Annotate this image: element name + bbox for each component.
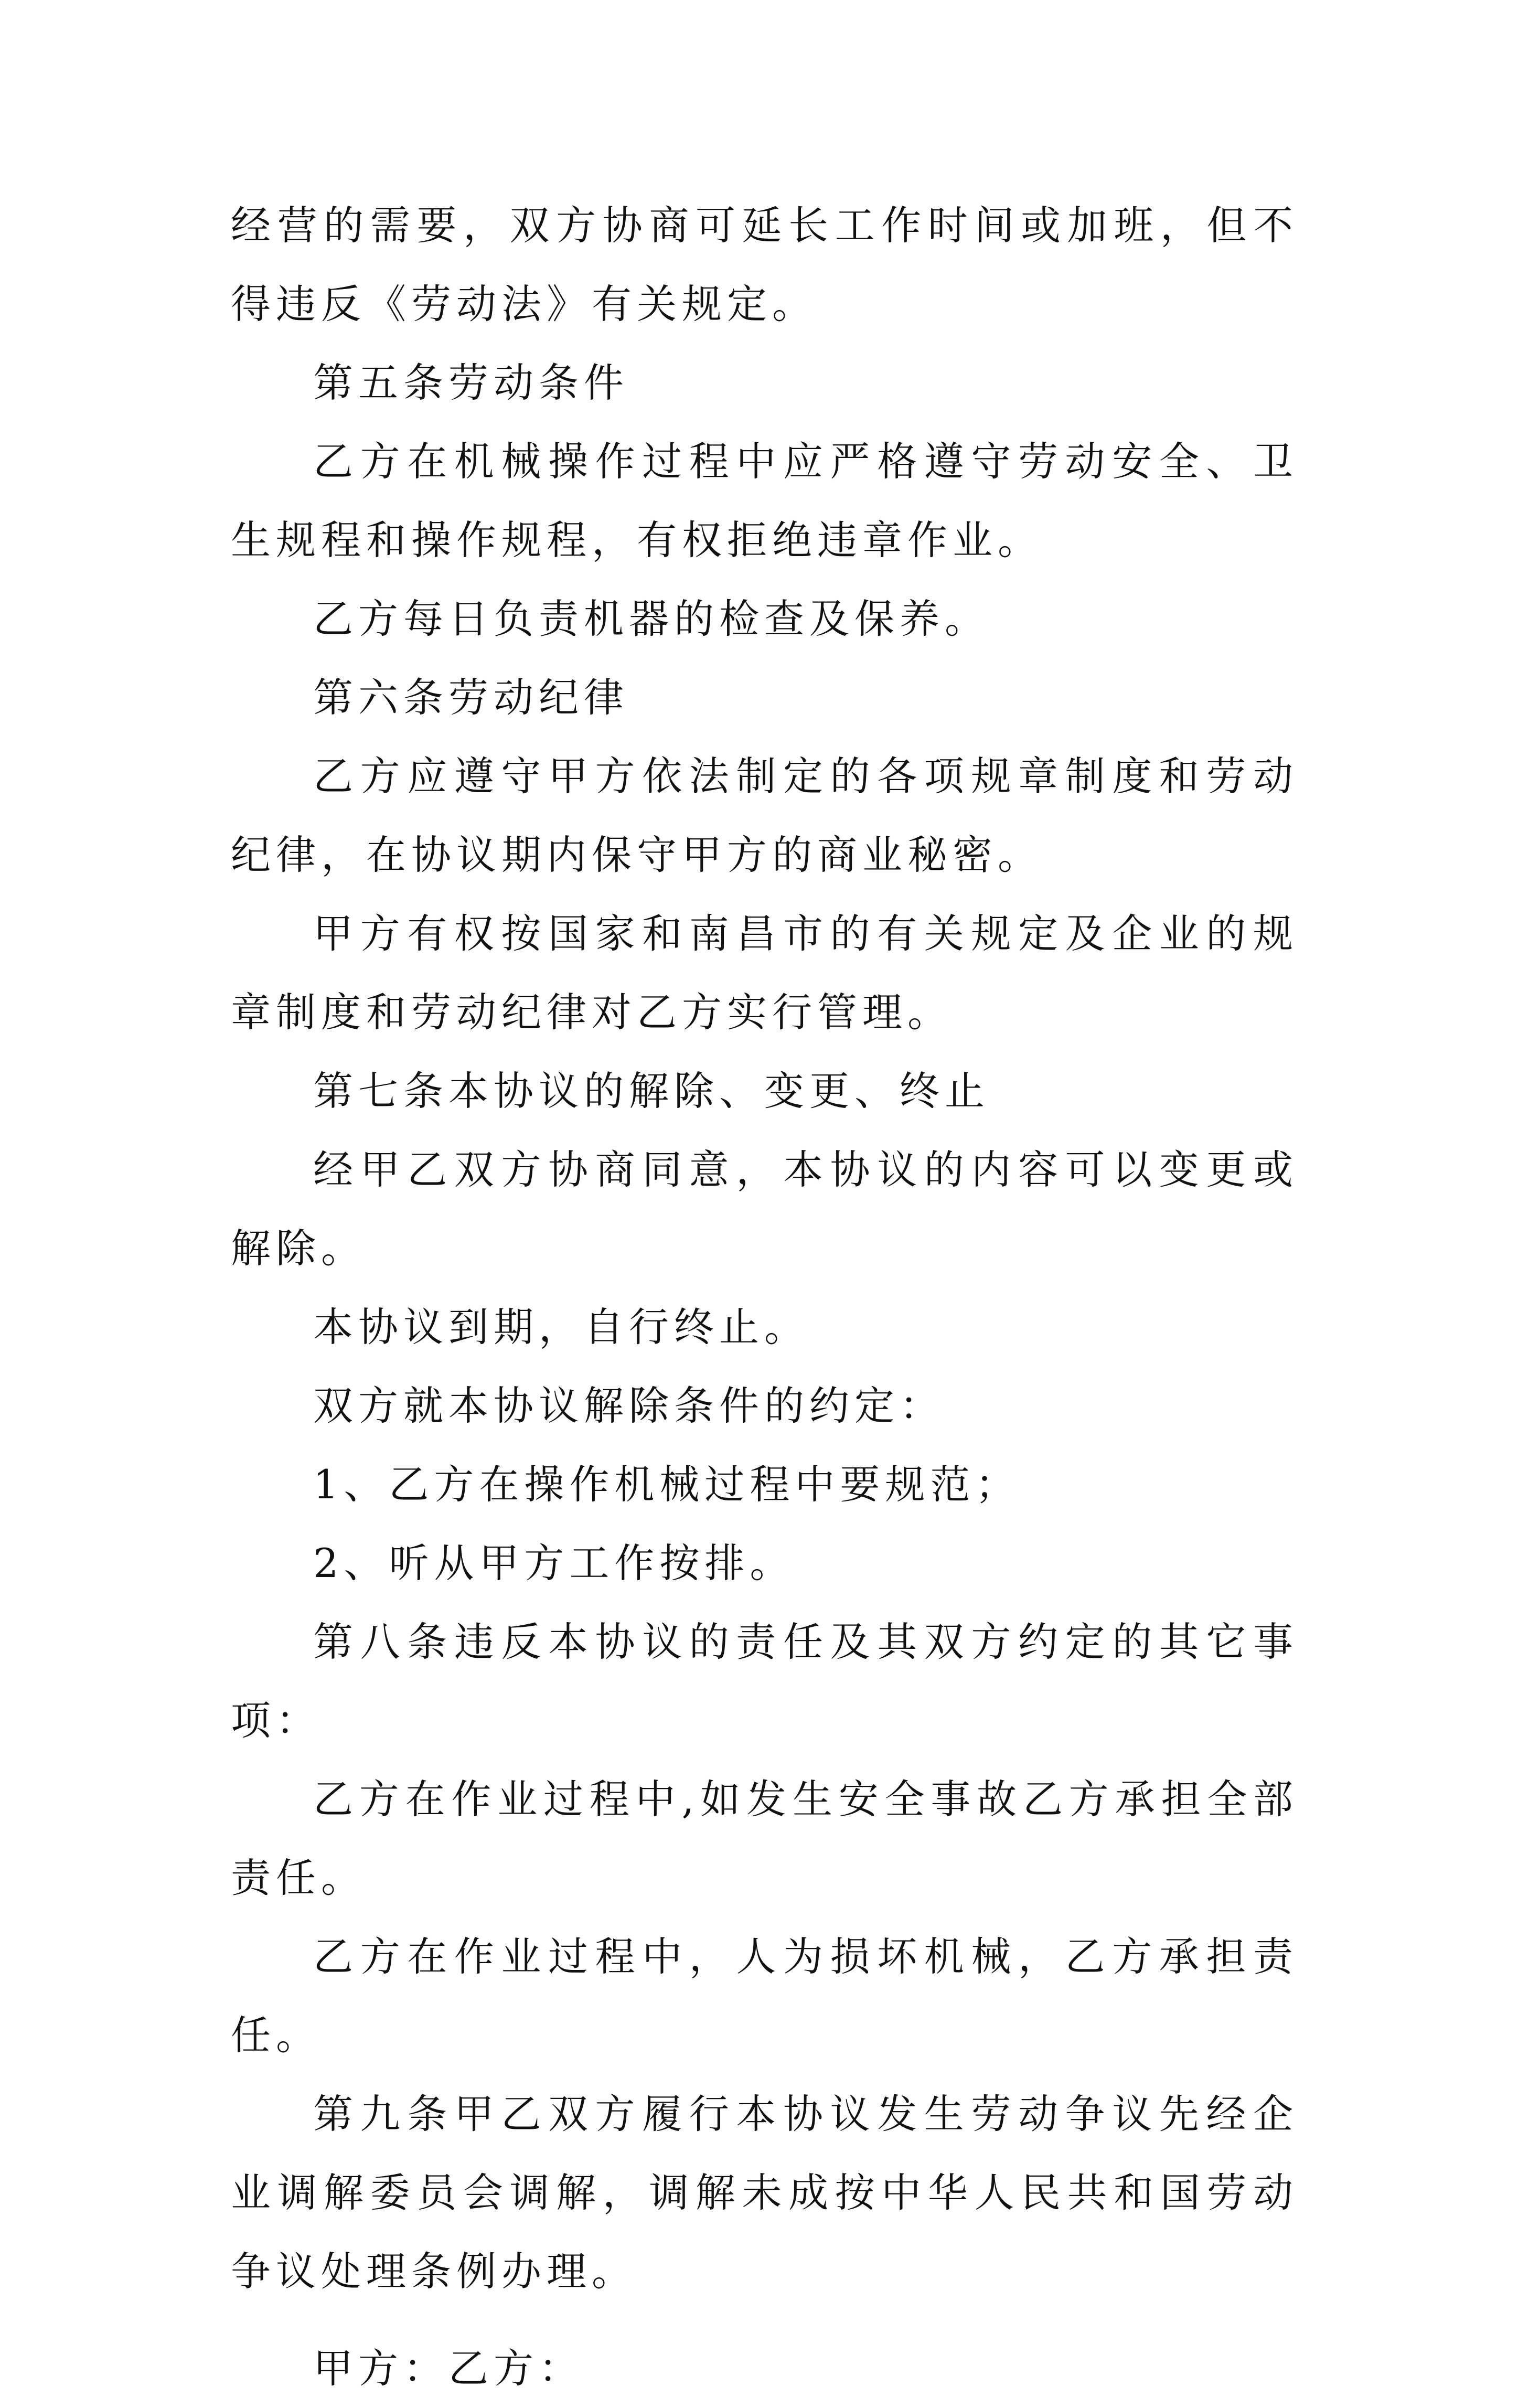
paragraph-change-agreement: 经甲乙双方协商同意，本协议的内容可以变更或解除。 xyxy=(231,1146,1298,1272)
heading-article-7: 第七条本协议的解除、变更、终止 xyxy=(313,1068,990,1114)
heading-article-6: 第六条劳动纪律 xyxy=(313,674,629,721)
paragraph-continuation: 经营的需要，双方协商可延长工作时间或加班，但不得违反《劳动法》有关规定。 xyxy=(231,202,1298,327)
paragraph-damage-liability: 乙方在作业过程中，人为损坏机械，乙方承担责任。 xyxy=(231,1933,1298,2059)
heading-article-5: 第五条劳动条件 xyxy=(313,359,629,406)
paragraph-machine-maintenance: 乙方每日负责机器的检查及保养。 xyxy=(313,595,990,642)
list-item-1: 1、乙方在操作机械过程中要规范； xyxy=(313,1461,1021,1508)
paragraph-management: 甲方有权按国家和南昌市的有关规定及企业的规章制度和劳动纪律对乙方实行管理。 xyxy=(231,910,1298,1036)
paragraph-accident-liability: 乙方在作业过程中,如发生安全事故乙方承担全部责任。 xyxy=(231,1776,1298,1901)
paragraph-expiry: 本协议到期，自行终止。 xyxy=(313,1304,809,1350)
paragraph-termination-conditions: 双方就本协议解除条件的约定： xyxy=(313,1382,945,1429)
paragraph-discipline: 乙方应遵守甲方依法制定的各项规章制度和劳动纪律，在协议期内保守甲方的商业秘密。 xyxy=(231,753,1298,878)
document-body xyxy=(231,186,1298,2408)
heading-article-8: 第八条违反本协议的责任及其双方约定的其它事项： xyxy=(231,1618,1298,1744)
paragraph-article-9-dispute: 第九条甲乙双方履行本协议发生劳动争议先经企业调解委员会调解，调解未成按中华人民共和国劳动争议处理条例办理。 xyxy=(231,2091,1298,2295)
signature-line: 甲方：乙方： xyxy=(313,2345,584,2392)
list-item-2: 2、听从甲方工作按排。 xyxy=(313,1540,795,1586)
paragraph-safety-rules: 乙方在机械操作过程中应严格遵守劳动安全、卫生规程和操作规程，有权拒绝违章作业。 xyxy=(231,438,1298,563)
